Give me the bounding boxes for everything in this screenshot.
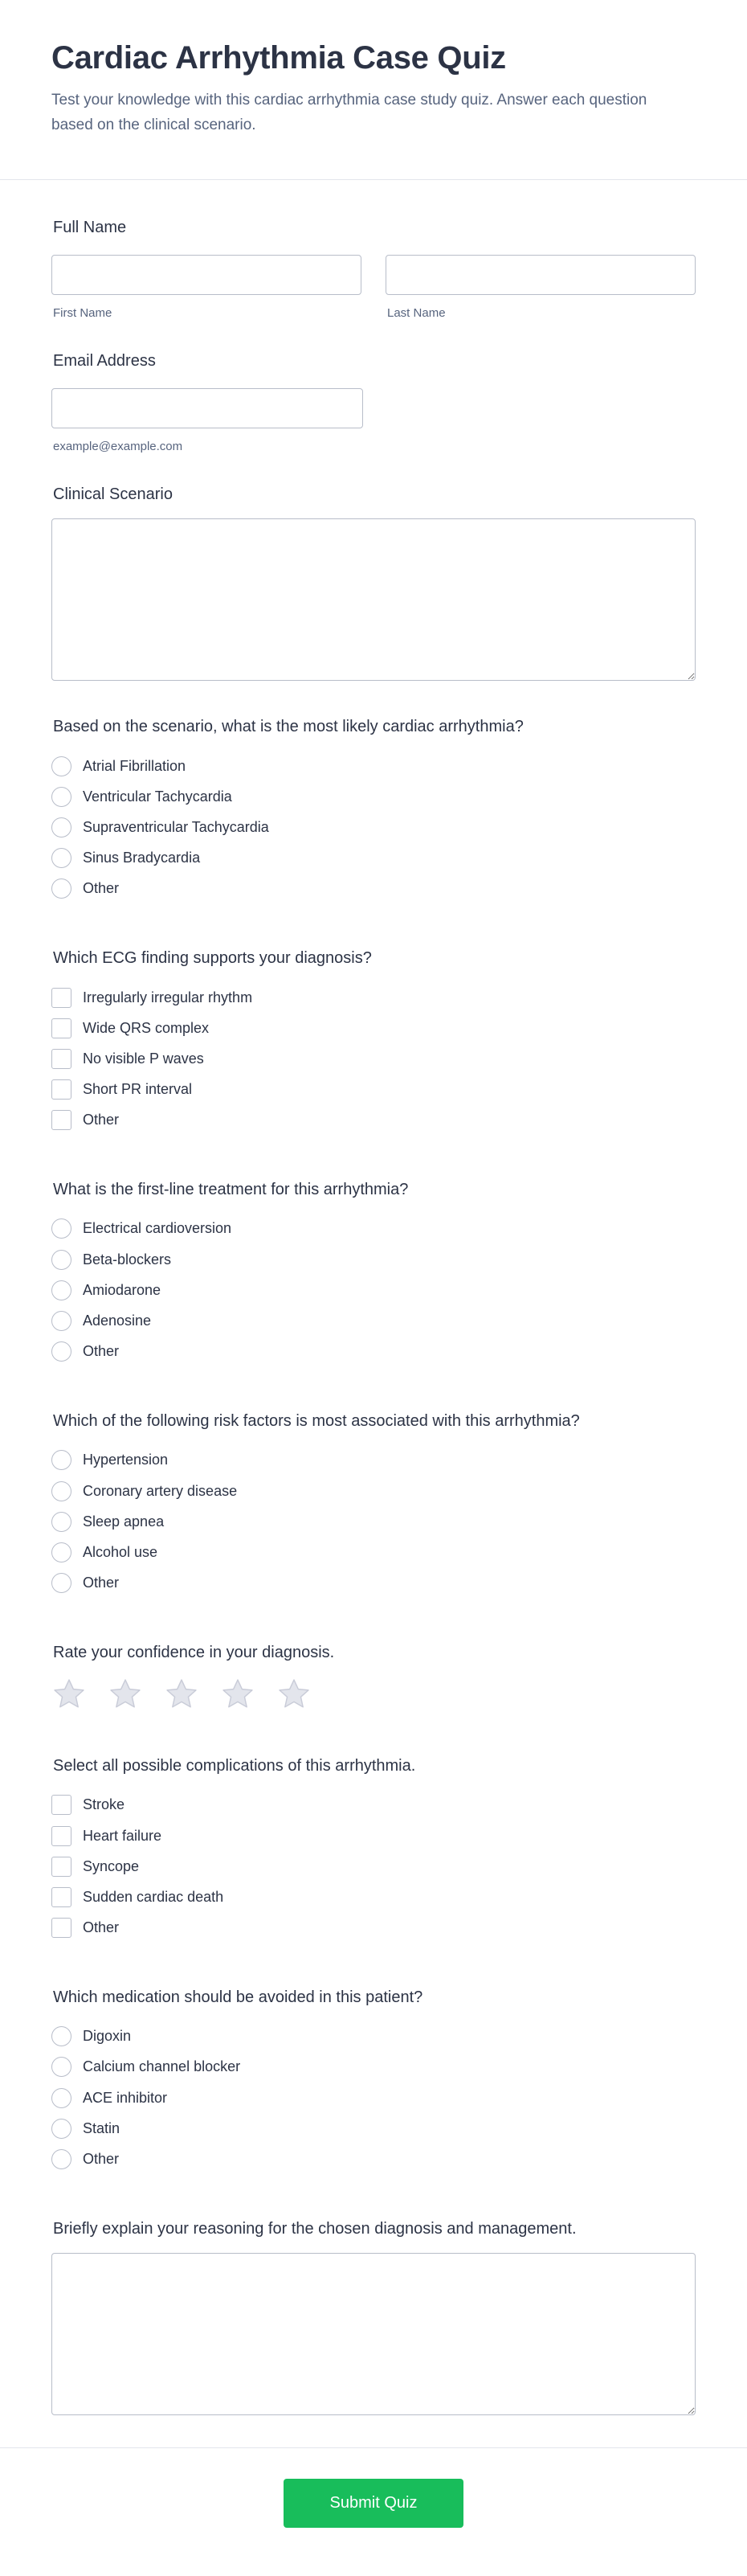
checkbox-option[interactable] bbox=[51, 1913, 696, 1943]
checkbox[interactable] bbox=[51, 1110, 71, 1130]
radio-option[interactable] bbox=[51, 1275, 696, 1305]
option-label: Beta-blockers bbox=[83, 1251, 172, 1268]
option-label: Short PR interval bbox=[83, 1081, 193, 1098]
option-label: No visible P waves bbox=[83, 1050, 204, 1067]
radio-option[interactable] bbox=[51, 751, 696, 781]
checkbox-option[interactable] bbox=[51, 1043, 696, 1074]
page-subtitle: Test your knowledge with this cardiac arrhythmia case study quiz. Answer each question based on the clinical scenario. bbox=[51, 92, 647, 133]
options-list bbox=[51, 2021, 696, 2175]
checkbox-option[interactable] bbox=[51, 1790, 696, 1820]
option-label: Hypertension bbox=[83, 1452, 169, 1468]
full-name-label: Full Name bbox=[53, 219, 127, 236]
radio-button[interactable] bbox=[51, 1218, 71, 1239]
question-label: Which ECG finding supports your diagnosis? bbox=[53, 948, 372, 967]
option-label: Ventricular Tachycardia bbox=[83, 788, 232, 805]
email-field bbox=[51, 352, 696, 453]
checkbox-option[interactable] bbox=[51, 1882, 696, 1912]
radio-option[interactable] bbox=[51, 812, 696, 842]
radio-button[interactable] bbox=[51, 1250, 71, 1270]
option-label: Adenosine bbox=[83, 1313, 152, 1329]
star-icon[interactable] bbox=[51, 1677, 87, 1712]
scenario-field bbox=[51, 485, 696, 681]
form-body bbox=[0, 180, 747, 2447]
radio-button[interactable] bbox=[51, 2026, 71, 2046]
radio-button[interactable] bbox=[51, 2149, 71, 2169]
reasoning-label: Briefly explain your reasoning for the chosen diagnosis and management. bbox=[53, 2219, 577, 2238]
question-label: Select all possible complications of this arrhythmia. bbox=[53, 1756, 416, 1775]
option-label: Amiodarone bbox=[83, 1281, 161, 1298]
email-sublabel: example@example.com bbox=[53, 440, 183, 453]
radio-button[interactable] bbox=[51, 2057, 71, 2077]
radio-option[interactable] bbox=[51, 2052, 696, 2083]
checkbox-option[interactable] bbox=[51, 1820, 696, 1851]
radio-option[interactable] bbox=[51, 1506, 696, 1537]
star-icon[interactable] bbox=[108, 1677, 143, 1712]
option-label: Syncope bbox=[83, 1857, 140, 1874]
checkbox[interactable] bbox=[51, 1018, 71, 1038]
reasoning-textarea[interactable] bbox=[51, 2253, 696, 2415]
option-label: Atrial Fibrillation bbox=[83, 757, 186, 774]
question-first-line-treatment bbox=[51, 1181, 696, 1367]
radio-option[interactable] bbox=[51, 874, 696, 904]
checkbox[interactable] bbox=[51, 1795, 71, 1815]
checkbox[interactable] bbox=[51, 988, 71, 1008]
email-col bbox=[51, 388, 363, 453]
option-label: Calcium channel blocker bbox=[83, 2058, 241, 2075]
checkbox[interactable] bbox=[51, 1049, 71, 1069]
form-header bbox=[0, 0, 747, 180]
radio-button[interactable] bbox=[51, 787, 71, 807]
question-risk-factors bbox=[51, 1412, 696, 1599]
checkbox[interactable] bbox=[51, 1826, 71, 1846]
question-ecg-finding bbox=[51, 949, 696, 1136]
option-label: Stroke bbox=[83, 1796, 125, 1813]
page-title: Cardiac Arrhythmia Case Quiz bbox=[51, 40, 506, 76]
option-label: Other bbox=[83, 1112, 120, 1128]
radio-option[interactable] bbox=[51, 2144, 696, 2174]
star-icon[interactable] bbox=[164, 1677, 199, 1712]
options-list bbox=[51, 1445, 696, 1599]
first-name-sublabel: First Name bbox=[53, 306, 112, 320]
last-name-sublabel: Last Name bbox=[387, 306, 446, 320]
checkbox-option[interactable] bbox=[51, 1851, 696, 1882]
radio-button[interactable] bbox=[51, 1450, 71, 1470]
radio-button[interactable] bbox=[51, 2119, 71, 2139]
radio-option[interactable] bbox=[51, 1305, 696, 1336]
question-label: What is the first-line treatment for this arrhythmia? bbox=[53, 1180, 409, 1198]
option-label: ACE inhibitor bbox=[83, 2089, 168, 2106]
question-complications bbox=[51, 1757, 696, 1943]
radio-option[interactable] bbox=[51, 1568, 696, 1599]
checkbox[interactable] bbox=[51, 1887, 71, 1907]
radio-option[interactable] bbox=[51, 2113, 696, 2144]
radio-button[interactable] bbox=[51, 878, 71, 899]
option-label: Sleep apnea bbox=[83, 1513, 165, 1530]
options-list bbox=[51, 1214, 696, 1367]
option-label: Statin bbox=[83, 2119, 120, 2136]
radio-button[interactable] bbox=[51, 1481, 71, 1501]
email-input[interactable] bbox=[51, 388, 363, 428]
form-footer bbox=[0, 2447, 747, 2576]
radio-button[interactable] bbox=[51, 1311, 71, 1331]
question-label: Which of the following risk factors is most associated with this arrhythmia? bbox=[53, 1411, 580, 1430]
checkbox-option[interactable] bbox=[51, 1075, 696, 1105]
star-rating bbox=[51, 1677, 696, 1712]
radio-option[interactable] bbox=[51, 1214, 696, 1244]
question-label: Which medication should be avoided in this patient? bbox=[53, 1988, 423, 2006]
option-label: Other bbox=[83, 880, 120, 897]
last-name-col bbox=[386, 255, 696, 320]
option-label: Supraventricular Tachycardia bbox=[83, 818, 269, 835]
radio-button[interactable] bbox=[51, 848, 71, 868]
options-list bbox=[51, 751, 696, 904]
checkbox[interactable] bbox=[51, 1079, 71, 1100]
radio-option[interactable] bbox=[51, 1337, 696, 1367]
radio-option[interactable] bbox=[51, 781, 696, 812]
question-confidence-rating bbox=[51, 1644, 696, 1712]
question-arrhythmia bbox=[51, 718, 696, 904]
radio-option[interactable] bbox=[51, 1537, 696, 1567]
question-medication-avoid bbox=[51, 1988, 696, 2175]
first-name-col bbox=[51, 255, 361, 320]
radio-button[interactable] bbox=[51, 1512, 71, 1532]
checkbox-option[interactable] bbox=[51, 982, 696, 1013]
radio-option[interactable] bbox=[51, 2021, 696, 2052]
checkbox-option[interactable] bbox=[51, 1105, 696, 1136]
options-list bbox=[51, 982, 696, 1136]
options-list bbox=[51, 1790, 696, 1943]
radio-option[interactable] bbox=[51, 1244, 696, 1275]
reasoning-field bbox=[51, 2220, 696, 2415]
radio-button[interactable] bbox=[51, 1542, 71, 1562]
option-label: Electrical cardioversion bbox=[83, 1220, 232, 1237]
rating-label: Rate your confidence in your diagnosis. bbox=[53, 1643, 335, 1661]
last-name-input[interactable] bbox=[386, 255, 696, 295]
option-label: Other bbox=[83, 1575, 120, 1591]
full-name-field bbox=[51, 219, 696, 320]
option-label: Other bbox=[83, 2151, 120, 2168]
option-label: Irregularly irregular rhythm bbox=[83, 989, 253, 1005]
option-label: Wide QRS complex bbox=[83, 1019, 210, 1036]
option-label: Other bbox=[83, 1343, 120, 1360]
question-label: Based on the scenario, what is the most likely cardiac arrhythmia? bbox=[53, 718, 524, 735]
checkbox[interactable] bbox=[51, 1857, 71, 1877]
email-label: Email Address bbox=[53, 352, 156, 370]
star-icon[interactable] bbox=[220, 1677, 255, 1712]
radio-option[interactable] bbox=[51, 1445, 696, 1476]
option-label: Coronary artery disease bbox=[83, 1482, 238, 1499]
first-name-input[interactable] bbox=[51, 255, 361, 295]
option-label: Other bbox=[83, 1919, 120, 1936]
checkbox[interactable] bbox=[51, 1918, 71, 1938]
name-row bbox=[51, 255, 696, 320]
star-icon[interactable] bbox=[276, 1677, 312, 1712]
radio-option[interactable] bbox=[51, 1476, 696, 1506]
submit-quiz-button[interactable]: Submit Quiz bbox=[284, 2479, 463, 2528]
option-label: Alcohol use bbox=[83, 1543, 158, 1560]
option-label: Heart failure bbox=[83, 1827, 162, 1844]
radio-button[interactable] bbox=[51, 1341, 71, 1362]
radio-button[interactable] bbox=[51, 1280, 71, 1300]
radio-button[interactable] bbox=[51, 2088, 71, 2108]
option-label: Digoxin bbox=[83, 2028, 132, 2045]
radio-option[interactable] bbox=[51, 2083, 696, 2113]
radio-button[interactable] bbox=[51, 1573, 71, 1593]
scenario-textarea[interactable] bbox=[51, 518, 696, 681]
scenario-label: Clinical Scenario bbox=[53, 485, 173, 503]
radio-button[interactable] bbox=[51, 756, 71, 776]
radio-button[interactable] bbox=[51, 817, 71, 838]
option-label: Sudden cardiac death bbox=[83, 1888, 224, 1905]
radio-option[interactable] bbox=[51, 843, 696, 874]
checkbox-option[interactable] bbox=[51, 1013, 696, 1043]
option-label: Sinus Bradycardia bbox=[83, 850, 201, 866]
